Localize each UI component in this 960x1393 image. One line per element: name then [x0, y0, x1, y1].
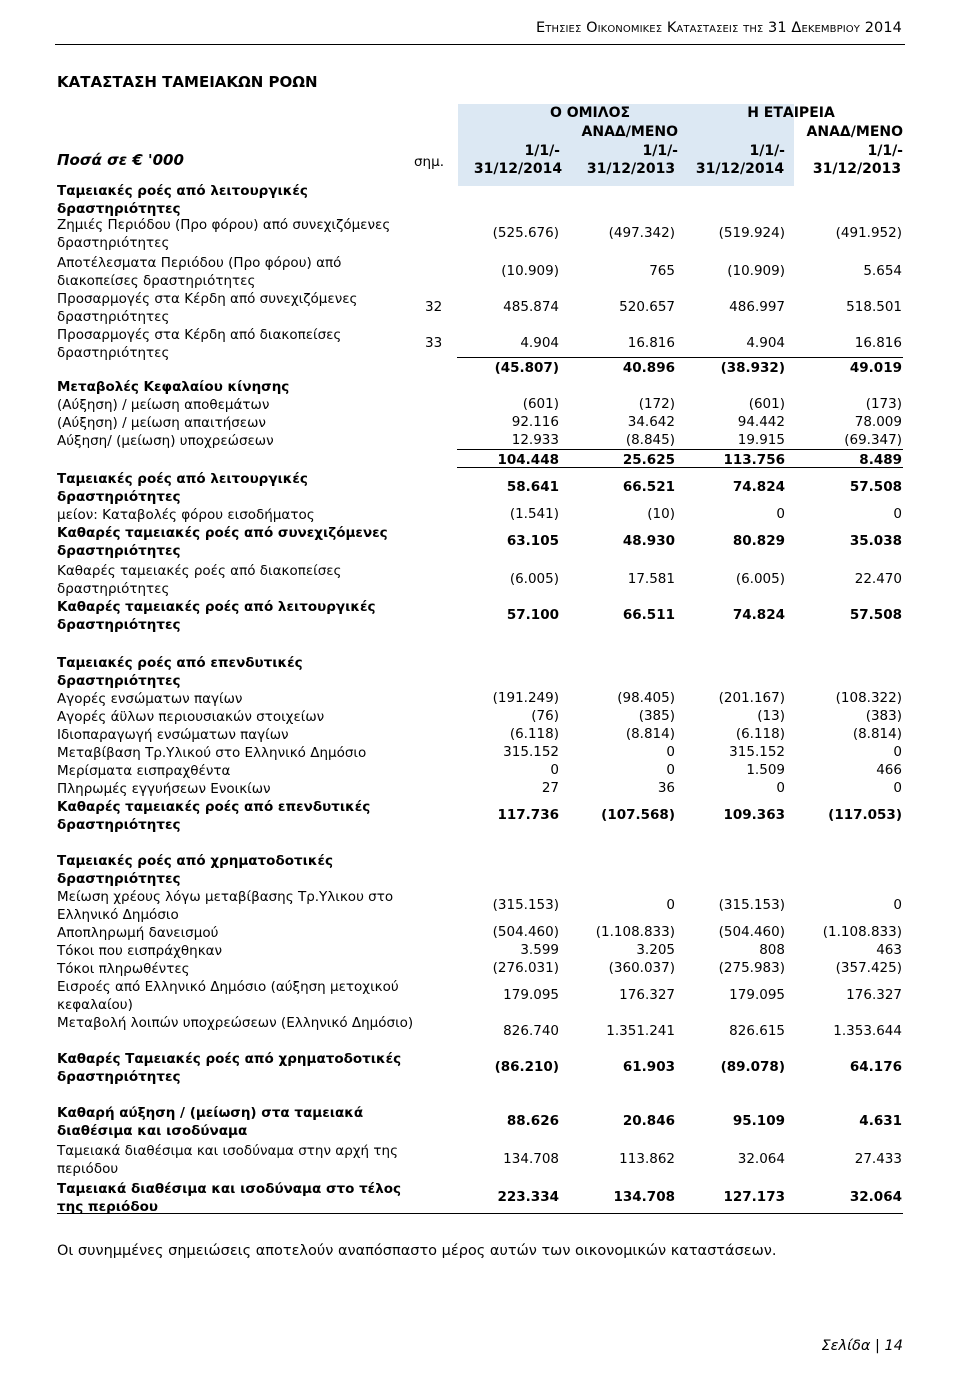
table-row [57, 506, 903, 524]
group-2013-value: 34.642 [627, 414, 675, 430]
company-2014-value: 486.997 [729, 299, 785, 315]
group-2014-value: (276.031) [492, 960, 559, 976]
unit-label: Ποσά σε € '000 [57, 151, 184, 169]
company-2013-value: (357.425) [835, 960, 902, 976]
table-row [57, 470, 903, 506]
group-2013-value: 520.657 [619, 299, 675, 315]
divider [457, 467, 903, 468]
company-2013-value: (173) [865, 396, 902, 412]
table-row [57, 414, 903, 432]
table-row [57, 780, 903, 798]
company-2014-value: 808 [759, 942, 785, 958]
table-row [57, 1142, 903, 1178]
company-2013-value: 0 [893, 897, 902, 913]
table-row [57, 360, 903, 378]
group-2014-value: (6.005) [509, 571, 559, 587]
group-2014-value: 117.736 [497, 807, 559, 823]
table-row [57, 924, 903, 942]
row-note: 33 [425, 335, 443, 351]
row-label: Ταμειακές ροές από λειτουργικές δραστηριότητες [57, 183, 308, 217]
row-label: Αύξηση/ (μείωση) υποχρεώσεων [57, 433, 274, 449]
group-2013-value: 36 [657, 780, 675, 796]
group-2014-value: 315.152 [503, 744, 559, 760]
row-label: Αγορές άϋλων περιουσιακών στοιχείων [57, 709, 325, 725]
row-label: Τόκοι που εισπράχθηκαν [57, 943, 223, 959]
company-2013-value: 518.501 [846, 299, 902, 315]
group-2013-value: (385) [638, 708, 675, 724]
table-row [57, 744, 903, 762]
group-2013-period: 31/12/2013 [586, 161, 676, 177]
company-2013-value: (491.952) [835, 225, 902, 241]
company-2014-value: (601) [748, 396, 785, 412]
group-2013-value: 0 [666, 744, 675, 760]
company-2014-value: 179.095 [729, 987, 785, 1003]
group-2014-value: 3.599 [520, 942, 559, 958]
group-2014-value: (86.210) [494, 1059, 559, 1075]
table-row [57, 378, 903, 396]
table-row [57, 960, 903, 978]
table-row [57, 562, 903, 598]
company-2014-value: (89.078) [720, 1059, 785, 1075]
row-label: Καθαρή αύξηση / (μείωση) στα ταμειακά διαθέσιμα και ισοδύναμα [57, 1105, 364, 1139]
row-label: Μεταβίβαση Τρ.Υλικού στο Ελληνικό Δημόσιο [57, 745, 367, 761]
divider [457, 357, 903, 358]
company-2014-value: (6.005) [735, 571, 785, 587]
company-2013-value: 463 [876, 942, 902, 958]
group-2013-value: (172) [638, 396, 675, 412]
company-2013-value: 1.353.644 [833, 1023, 902, 1039]
group-2013-value: (497.342) [608, 225, 675, 241]
table-row [57, 888, 903, 924]
row-label: Αποπληρωμή δανεισμού [57, 925, 219, 941]
company-header: Η ΕΤΑΙΡΕΙΑ [747, 105, 835, 121]
company-2013-value: 35.038 [849, 533, 902, 549]
group-2014-value: (601) [522, 396, 559, 412]
company-2014-period: 31/12/2014 [695, 161, 785, 177]
group-2013-value: 16.816 [627, 335, 675, 351]
group-2014-period-prefix: 1/1/- [524, 143, 560, 159]
table-row [57, 254, 903, 290]
group-2013-value: 66.521 [622, 479, 675, 495]
company-2013-value: 8.489 [859, 452, 902, 468]
company-2013-value: (108.322) [835, 690, 902, 706]
group-2013-value: 1.351.241 [606, 1023, 675, 1039]
group-2013-value: 176.327 [619, 987, 675, 1003]
company-2013-period-prefix: 1/1/- [867, 143, 903, 159]
group-2013-value: 0 [666, 897, 675, 913]
row-label: Καθαρές ταμειακές ροές από επενδυτικές δραστηριότητες [57, 799, 371, 833]
table-row [57, 708, 903, 726]
company-2013-value: 176.327 [846, 987, 902, 1003]
company-2013-period: 31/12/2013 [812, 161, 902, 177]
company-2013-value: 5.654 [863, 263, 902, 279]
group-2014-value: 223.334 [497, 1189, 559, 1205]
page-number: Σελίδα | 14 [821, 1338, 903, 1354]
group-2013-value: (8.845) [625, 432, 675, 448]
company-2014-value: (10.909) [727, 263, 785, 279]
group-2013-value: 3.205 [636, 942, 675, 958]
company-2013-value: 4.631 [859, 1113, 902, 1129]
document-header-title: Ετησιεσ Οικονομικεσ Καταστασεισ τησ 31 Δεκεμβριου 2014 [536, 20, 902, 36]
group-2014-value: 134.708 [503, 1151, 559, 1167]
group-2013-value: 765 [649, 263, 675, 279]
group-2013-value: 40.896 [622, 360, 675, 376]
table-row [57, 182, 903, 218]
row-label: Ταμειακές ροές από λειτουργικές δραστηριότητες [57, 471, 308, 505]
group-2014-value: (76) [531, 708, 559, 724]
group-2013-value: 134.708 [613, 1189, 675, 1205]
group-2013-period-prefix: 1/1/- [642, 143, 678, 159]
row-label: Ταμειακά διαθέσιμα και ισοδύναμα στο τέλος της περιόδου [57, 1181, 402, 1215]
company-2014-value: 826.615 [729, 1023, 785, 1039]
row-label: Ταμειακά διαθέσιμα και ισοδύναμα στην αρχή της περιόδου [57, 1143, 399, 1177]
table-row [57, 942, 903, 960]
company-2013-value: 64.176 [849, 1059, 902, 1075]
table-row [57, 726, 903, 744]
group-2014-value: (504.460) [492, 924, 559, 940]
table-row [57, 1014, 903, 1050]
row-label: (Αύξηση) / μείωση αποθεμάτων [57, 397, 270, 413]
divider [457, 449, 903, 450]
table-row [57, 762, 903, 780]
company-2014-value: 113.756 [723, 452, 785, 468]
company-2014-value: (275.983) [718, 960, 785, 976]
table-row [57, 290, 903, 326]
company-2013-value: 0 [893, 744, 902, 760]
company-2013-value: 0 [893, 506, 902, 522]
row-label: Ζημιές Περιόδου (Προ φόρου) από συνεχιζόμενες δραστηριότητες [57, 217, 391, 251]
company-2013-value: 0 [893, 780, 902, 796]
row-label: Αποτέλεσματα Περιόδου (Προ φόρου) από διακοπείσες δραστηριότητες [57, 255, 342, 289]
group-2014-value: 104.448 [497, 452, 559, 468]
row-label: Πληρωμές εγγυήσεων Ενοικίων [57, 781, 271, 797]
table-row [57, 396, 903, 414]
company-2014-value: (6.118) [735, 726, 785, 742]
note-column-header: σημ. [414, 154, 444, 170]
row-label: Μεταβολές Κεφαλαίου κίνησης [57, 379, 290, 395]
row-label: Προσαρμογές στα Κέρδη από διακοπείσες δραστηριότητες [57, 327, 342, 361]
company-2014-value: 0 [776, 780, 785, 796]
group-2013-value: 66.511 [622, 607, 675, 623]
group-2014-value: 58.641 [506, 479, 559, 495]
group-header: Ο ΟΜΙΛΟΣ [549, 105, 631, 121]
company-2014-value: 32.064 [737, 1151, 785, 1167]
group-2013-value: 0 [666, 762, 675, 778]
group-2014-value: 0 [550, 762, 559, 778]
company-2013-value: 78.009 [854, 414, 902, 430]
company-2013-value: (8.814) [852, 726, 902, 742]
group-2013-value: (107.568) [601, 807, 675, 823]
row-label: Αγορές ενσώματων παγίων [57, 691, 243, 707]
company-2014-period-prefix: 1/1/- [749, 143, 785, 159]
row-label: μείον: Καταβολές φόρου εισοδήματος [57, 507, 315, 523]
group-2013-value: 20.846 [622, 1113, 675, 1129]
company-2014-value: 0 [776, 506, 785, 522]
company-2013-value: 57.508 [849, 479, 902, 495]
company-2014-value: (13) [757, 708, 785, 724]
company-2013-value: 32.064 [849, 1189, 902, 1205]
company-2013-value: (69.347) [844, 432, 902, 448]
table-row [57, 1180, 903, 1216]
table-row [57, 216, 903, 252]
group-2014-value: 12.933 [511, 432, 559, 448]
company-2013-value: 466 [876, 762, 902, 778]
company-2013-value: (1.108.833) [822, 924, 902, 940]
divider [57, 1213, 903, 1214]
row-label: Ιδιοπαραγωγή ενσώματων παγίων [57, 727, 289, 743]
company-2013-value: 49.019 [849, 360, 902, 376]
group-2014-value: 179.095 [503, 987, 559, 1003]
row-note: 32 [425, 299, 443, 315]
row-label: Μερίσματα εισπραχθέντα [57, 763, 231, 779]
group-2013-value: 61.903 [622, 1059, 675, 1075]
row-label: Μεταβολή λοιπών υποχρεώσεων (Ελληνικό Δημόσιο) [57, 1015, 414, 1031]
row-label: Ταμειακές ροές από χρηματοδοτικές δραστηριότητες [57, 853, 333, 887]
group-2014-value: 826.740 [503, 1023, 559, 1039]
group-2014-value: (191.249) [492, 690, 559, 706]
company-restated-label: ΑΝΑΔ/ΜΕΝΟ [806, 124, 903, 140]
row-label: Εισροές από Ελληνικό Δημόσιο (αύξηση μετοχικού κεφαλαίου) [57, 979, 399, 1013]
row-label: Καθαρές Ταμειακές ροές από χρηματοδοτικές δραστηριότητες [57, 1051, 402, 1085]
table-row [57, 852, 903, 888]
company-2014-value: 109.363 [723, 807, 785, 823]
group-2014-value: 88.626 [506, 1113, 559, 1129]
table-row [57, 798, 903, 834]
group-2013-value: 48.930 [622, 533, 675, 549]
company-2014-value: 74.824 [732, 607, 785, 623]
group-2013-value: 113.862 [619, 1151, 675, 1167]
company-2014-value: 4.904 [746, 335, 785, 351]
group-2014-value: (6.118) [509, 726, 559, 742]
table-row [57, 598, 903, 634]
company-2014-value: (519.924) [718, 225, 785, 241]
footnote: Οι συνημμένες σημειώσεις αποτελούν αναπόσπαστο μέρος αυτών των οικονομικών καταστάσεων. [57, 1243, 777, 1259]
table-row [57, 524, 903, 560]
row-label: Καθαρές ταμειακές ροές από λειτουργικές δραστηριότητες [57, 599, 376, 633]
group-2014-value: 92.116 [511, 414, 559, 430]
table-row [57, 1104, 903, 1140]
row-label: Καθαρές ταμειακές ροές από διακοπείσες δραστηριότητες [57, 563, 342, 597]
group-2014-value: (525.676) [492, 225, 559, 241]
company-2014-value: (504.460) [718, 924, 785, 940]
company-2013-value: 22.470 [854, 571, 902, 587]
company-2013-value: 27.433 [854, 1151, 902, 1167]
row-label: Ταμειακές ροές από επενδυτικές δραστηριότητες [57, 655, 303, 689]
company-2013-value: 16.816 [854, 335, 902, 351]
company-2013-value: 57.508 [849, 607, 902, 623]
group-2013-value: (1.108.833) [595, 924, 675, 940]
group-2014-value: (45.807) [494, 360, 559, 376]
company-2014-value: 127.173 [723, 1189, 785, 1205]
table-row [57, 654, 903, 690]
company-2014-value: (201.167) [718, 690, 785, 706]
group-2013-value: 17.581 [627, 571, 675, 587]
company-2014-value: 74.824 [732, 479, 785, 495]
group-2014-value: (10.909) [501, 263, 559, 279]
table-row [57, 978, 903, 1014]
group-2014-value: (1.541) [509, 506, 559, 522]
row-label: Τόκοι πληρωθέντες [57, 961, 190, 977]
header-divider [55, 44, 905, 45]
group-2013-value: (10) [647, 506, 675, 522]
company-2013-value: (383) [865, 708, 902, 724]
row-label: (Αύξηση) / μείωση απαιτήσεων [57, 415, 266, 431]
company-2014-value: 95.109 [732, 1113, 785, 1129]
company-2014-value: 1.509 [746, 762, 785, 778]
company-2014-value: 94.442 [737, 414, 785, 430]
company-2014-value: (38.932) [720, 360, 785, 376]
group-2013-value: (360.037) [608, 960, 675, 976]
group-2013-value: (8.814) [625, 726, 675, 742]
group-2013-value: (98.405) [617, 690, 675, 706]
company-2014-value: 80.829 [732, 533, 785, 549]
group-2014-value: (315.153) [492, 897, 559, 913]
row-label: Προσαρμογές στα Κέρδη από συνεχιζόμενες δραστηριότητες [57, 291, 358, 325]
company-2014-value: 315.152 [729, 744, 785, 760]
row-label: Καθαρές ταμειακές ροές από συνεχιζόμενες δραστηριότητες [57, 525, 388, 559]
group-2014-value: 63.105 [506, 533, 559, 549]
row-label: Μείωση χρέους λόγω μεταβίβασης Τρ.Υλικου στο Ελληνικό Δημόσιο [57, 889, 394, 923]
group-2014-value: 485.874 [503, 299, 559, 315]
table-row [57, 690, 903, 708]
statement-title: ΚΑΤΑΣΤΑΣΗ ΤΑΜΕΙΑΚΩΝ ΡΟΩΝ [57, 73, 318, 91]
group-2013-value: 25.625 [622, 452, 675, 468]
company-2013-value: (117.053) [828, 807, 902, 823]
group-2014-value: 4.904 [520, 335, 559, 351]
group-restated-label: ΑΝΑΔ/ΜΕΝΟ [581, 124, 678, 140]
group-2014-period: 31/12/2014 [473, 161, 563, 177]
group-2014-value: 27 [541, 780, 559, 796]
table-row [57, 1050, 903, 1086]
company-2014-value: (315.153) [718, 897, 785, 913]
table-row [57, 432, 903, 450]
company-2014-value: 19.915 [737, 432, 785, 448]
group-2014-value: 57.100 [506, 607, 559, 623]
